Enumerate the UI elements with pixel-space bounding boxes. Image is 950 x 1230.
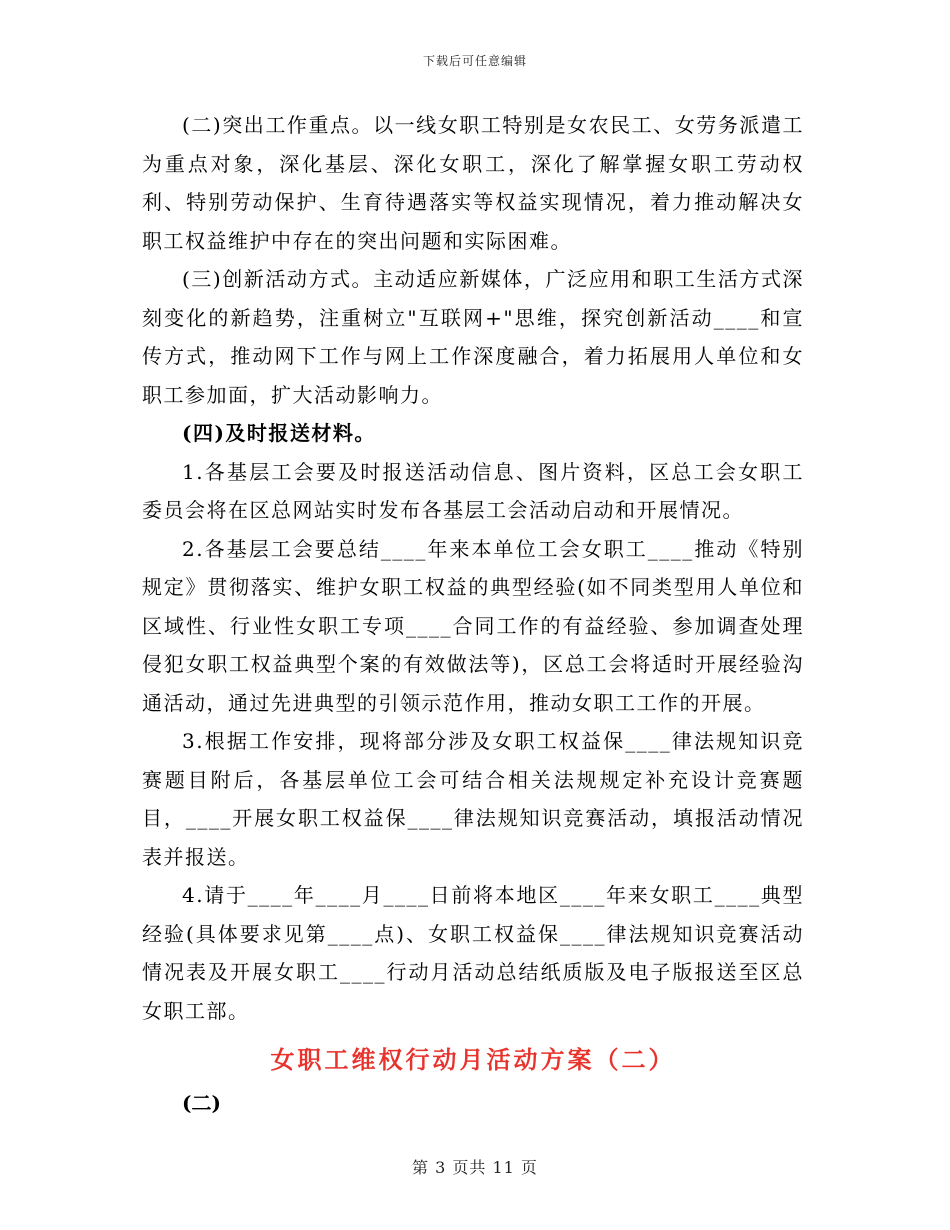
page-number: 第 3 页共 11 页 <box>412 1158 538 1177</box>
paragraph-innovate-methods: (三)创新活动方式。主动适应新媒体，广泛应用和职工生活方式深刻变化的新趋势，注重树立"互联网+"思维，探究创新活动____和宣传方式，推动网下工作与网上工作深度融合，着力拓展用人单位和女职工参加面，扩大活动影响力。 <box>142 267 804 407</box>
header-note: 下载后可任意编辑 <box>422 54 527 68</box>
section-heading-submit-materials: (四)及时报送材料。 <box>182 421 376 445</box>
sub-section-marker: (二) <box>182 1091 221 1115</box>
list-item-4: 4.请于____年____月____日前将本地区____年来女职工____典型经验(具体要求见第____点)、女职工权益保____律法规知识竞赛活动情况表及开展女职工____行动月活动总结纸质版及电子版报送至区总女职工部。 <box>142 883 804 1023</box>
list-item-3: 3.根据工作安排，现将部分涉及女职工权益保____律法规知识竞赛题目附后，各基层单位工会可结合相关法规规定补充设计竞赛题目，____开展女职工权益保____律法规知识竞赛活动，填报活动情况表并报送。 <box>142 729 804 869</box>
document-body <box>142 106 804 1122</box>
list-item-2: 2.各基层工会要总结____年来本单位工会女职工____推动《特别规定》贯彻落实、维护女职工权益的典型经验(如不同类型用人单位和区域性、行业性女职工专项____合同工作的有益经验、参加调查处理侵犯女职工权益典型个案的有效做法等)，区总工会将适时开展经验沟通活动，通过先进典型的引领示范作用，推动女职工工作的开展。 <box>142 536 804 715</box>
list-item-1: 1.各基层工会要及时报送活动信息、图片资料，区总工会女职工委员会将在区总网站实时发布各基层工会活动启动和开展情况。 <box>142 459 804 522</box>
paragraph-highlight-focus: (二)突出工作重点。以一线女职工特别是女农民工、女劳务派遣工为重点对象，深化基层、深化女职工，深化了解掌握女职工劳动权利、特别劳动保护、生育待遇落实等权益实现情况，着力推动解决女职工权益维护中存在的突出问题和实际困难。 <box>142 113 804 253</box>
document-title: 女职工维权行动月活动方案（二） <box>270 1045 676 1074</box>
